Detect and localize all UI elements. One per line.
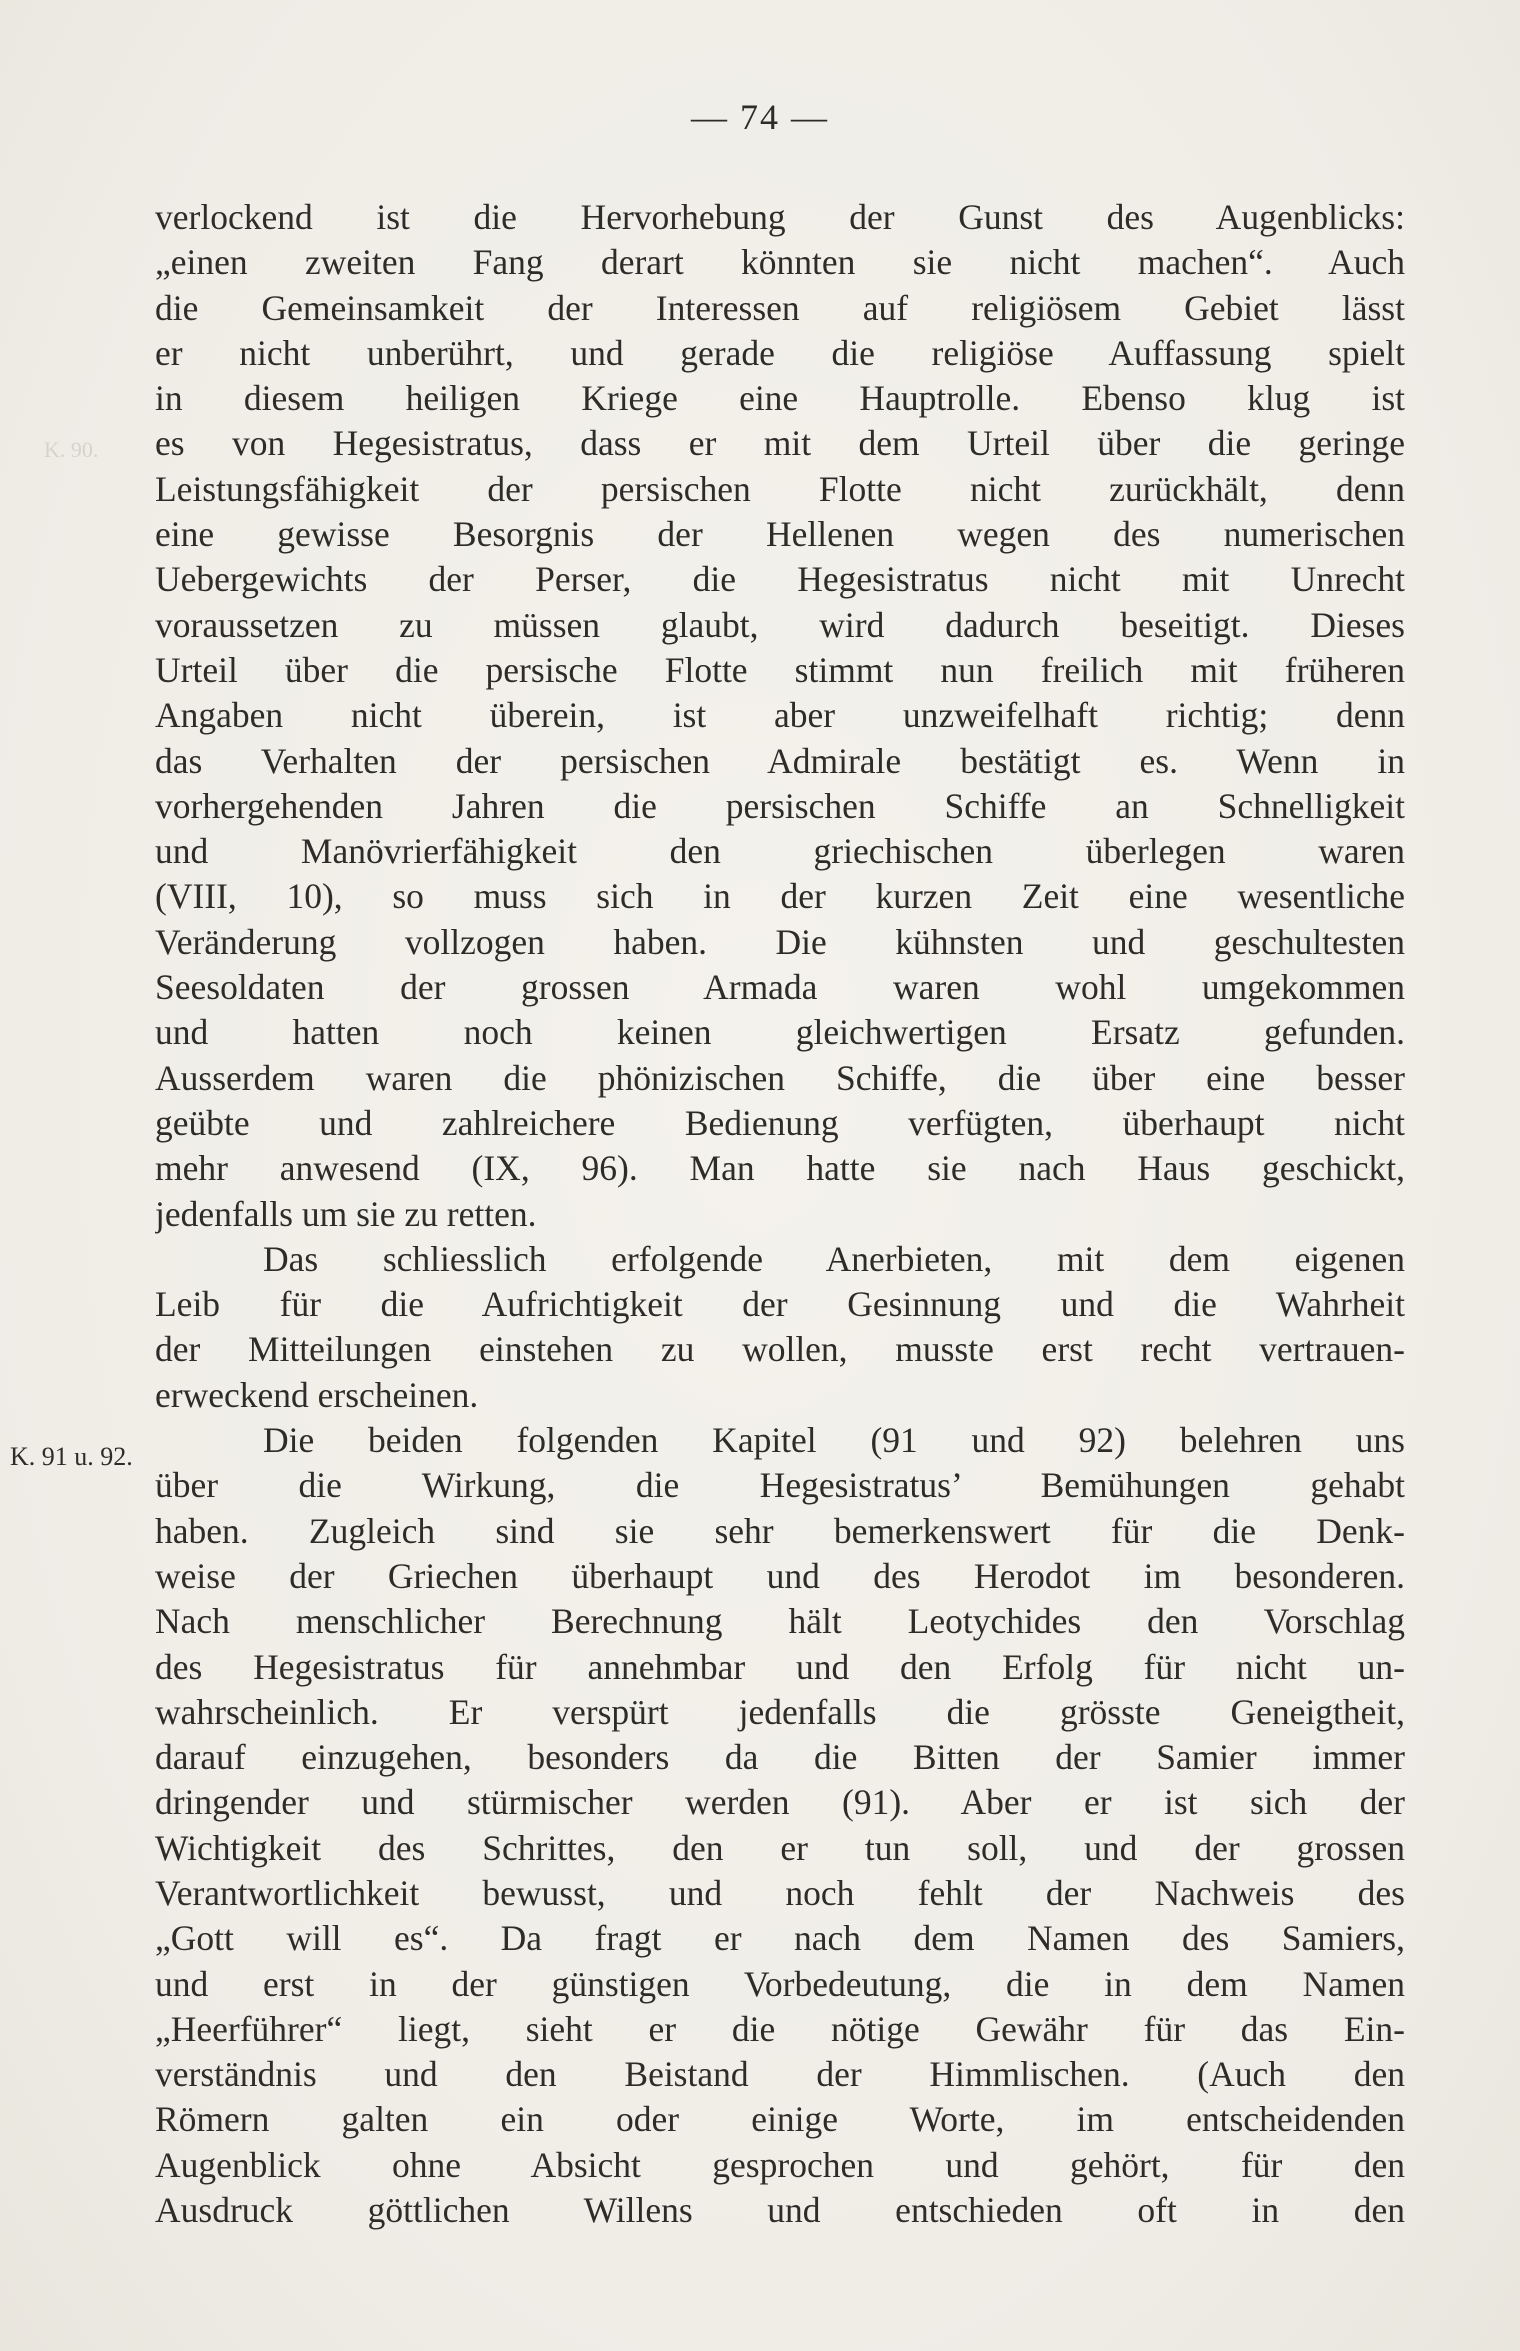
text-line: des Hegesistratus für annehmbar und den Erfolg für nicht un- bbox=[155, 1646, 1405, 1687]
text-line: Seesoldaten der grossen Armada waren wohl umgekommen bbox=[155, 967, 1405, 1008]
text-line: „Heerführer“ liegt, sieht er die nötige Gewähr für das Ein- bbox=[155, 2008, 1405, 2049]
text-line: (VIII, 10), so muss sich in der kurzen Zeit eine wesentliche bbox=[155, 876, 1405, 917]
paragraph-end-line: erweckend erscheinen. bbox=[155, 1374, 479, 1415]
text-line: verlockend ist die Hervorhebung der Gunst des Augenblicks: bbox=[155, 197, 1405, 237]
margin-note-chapter-ref: K. 91 u. 92. bbox=[10, 1442, 133, 1471]
body-text bbox=[155, 195, 1405, 2233]
paragraph-start-line: Die beiden folgenden Kapitel (91 und 92) belehren uns bbox=[263, 1420, 1405, 1461]
text-line: Augenblick ohne Absicht gesprochen und gehört, für den bbox=[155, 2144, 1405, 2185]
text-line: Leistungsfähigkeit der persischen Flotte nicht zurückhält, denn bbox=[155, 468, 1405, 509]
text-line: darauf einzugehen, besonders da die Bitten der Samier immer bbox=[155, 1737, 1405, 1778]
text-line: mehr anwesend (IX, 96). Man hatte sie nach Haus geschickt, bbox=[155, 1148, 1405, 1189]
text-line: Wichtigkeit des Schrittes, den er tun soll, und der grossen bbox=[155, 1827, 1405, 1868]
text-line: haben. Zugleich sind sie sehr bemerkenswert für die Denk- bbox=[155, 1510, 1405, 1551]
text-line: Ausdruck göttlichen Willens und entschieden oft in den bbox=[155, 2190, 1405, 2231]
text-line: und erst in der günstigen Vorbedeutung, die in dem Namen bbox=[155, 1963, 1405, 2004]
text-line: voraussetzen zu müssen glaubt, wird dadurch beseitigt. Dieses bbox=[155, 604, 1405, 645]
text-line: Uebergewichts der Perser, die Hegesistratus nicht mit Unrecht bbox=[155, 559, 1405, 600]
text-line: vorhergehenden Jahren die persischen Schiffe an Schnelligkeit bbox=[155, 785, 1405, 826]
text-line: das Verhalten der persischen Admirale bestätigt es. Wenn in bbox=[155, 740, 1405, 781]
text-line: „einen zweiten Fang derart könnten sie nicht machen“. Auch bbox=[155, 242, 1405, 283]
text-line: dringender und stürmischer werden (91). Aber er ist sich der bbox=[155, 1782, 1405, 1823]
text-line: Verantwortlichkeit bewusst, und noch fehlt der Nachweis des bbox=[155, 1872, 1405, 1913]
text-line: und hatten noch keinen gleichwertigen Ersatz gefunden. bbox=[155, 1012, 1405, 1053]
text-line: und Manövrierfähigkeit den griechischen überlegen waren bbox=[155, 831, 1405, 872]
text-line: es von Hegesistratus, dass er mit dem Urteil über die geringe bbox=[155, 423, 1405, 464]
page-number: — 74 — bbox=[691, 97, 829, 137]
text-line: der Mitteilungen einstehen zu wollen, musste erst recht vertrauen- bbox=[155, 1329, 1405, 1370]
text-line: die Gemeinsamkeit der Interessen auf religiösem Gebiet lässt bbox=[155, 287, 1405, 328]
text-line: über die Wirkung, die Hegesistratus’ Bemühungen gehabt bbox=[155, 1465, 1405, 1506]
text-line: eine gewisse Besorgnis der Hellenen wegen des numerischen bbox=[155, 514, 1405, 555]
text-line: weise der Griechen überhaupt und des Herodot im besonderen. bbox=[155, 1555, 1405, 1596]
bleed-through-mark-left: K. 90. bbox=[44, 437, 99, 462]
text-line: Ausserdem waren die phönizischen Schiffe, die über eine besser bbox=[155, 1057, 1405, 1098]
text-line: Nach menschlicher Berechnung hält Leotychides den Vorschlag bbox=[155, 1601, 1405, 1642]
text-line: Veränderung vollzogen haben. Die kühnsten und geschultesten bbox=[155, 921, 1405, 962]
text-line: er nicht unberührt, und gerade die religiöse Auffassung spielt bbox=[155, 332, 1405, 373]
paragraph-end-line: jedenfalls um sie zu retten. bbox=[155, 1193, 537, 1234]
text-line: in diesem heiligen Kriege eine Hauptrolle. Ebenso klug ist bbox=[155, 378, 1405, 419]
text-line: Leib für die Aufrichtigkeit der Gesinnung und die Wahrheit bbox=[155, 1284, 1405, 1325]
text-line: verständnis und den Beistand der Himmlischen. (Auch den bbox=[155, 2054, 1405, 2095]
text-line: geübte und zahlreichere Bedienung verfügten, überhaupt nicht bbox=[155, 1102, 1405, 1143]
text-line: wahrscheinlich. Er verspürt jedenfalls die grösste Geneigtheit, bbox=[155, 1691, 1405, 1732]
text-line: Römern galten ein oder einige Worte, im entscheidenden bbox=[155, 2099, 1405, 2140]
text-line: Angaben nicht überein, ist aber unzweifelhaft richtig; denn bbox=[155, 695, 1405, 736]
text-line: „Gott will es“. Da fragt er nach dem Namen des Samiers, bbox=[155, 1918, 1405, 1959]
text-line: Urteil über die persische Flotte stimmt nun freilich mit früheren bbox=[155, 649, 1405, 690]
paragraph-start-line: Das schliesslich erfolgende Anerbieten, mit dem eigenen bbox=[263, 1238, 1405, 1279]
